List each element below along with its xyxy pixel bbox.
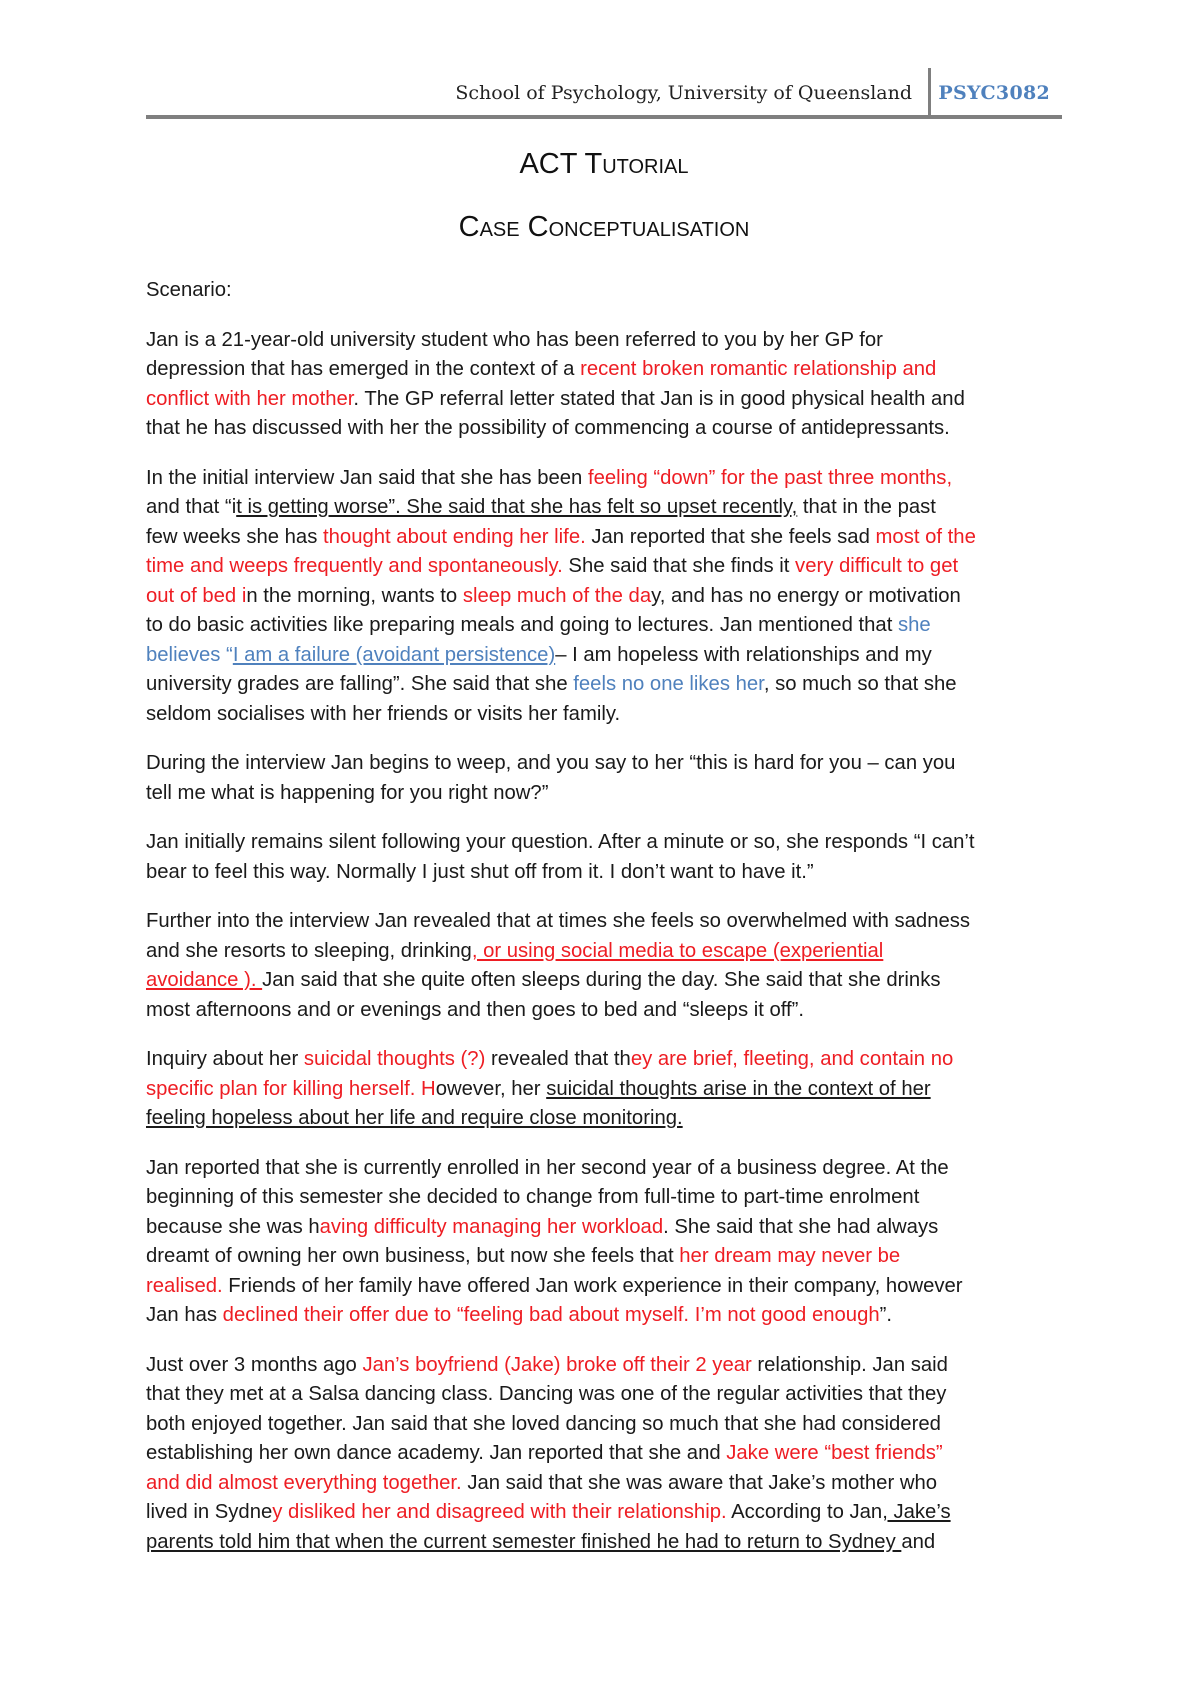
paragraph: [146, 1154, 1066, 1331]
text-run: that he has discussed with her the possibility of commencing a course of antidepressants.: [146, 417, 950, 439]
text-run: seldom socialises with her friends or visits her family.: [146, 702, 621, 725]
text-run: that they met at a Salsa dancing class. Dancing was one of the regular activities that they: [146, 1383, 947, 1405]
text-run: thought about ending her life.: [323, 525, 586, 548]
text-run: Further into the interview Jan revealed that at times she feels so overwhelmed with sadness: [146, 910, 971, 932]
text-run: beginning of this semester she decided to change from full-time to part-time enrolment: [146, 1186, 920, 1208]
text-run: realised.: [146, 1274, 223, 1297]
text-run: specific plan for killing herself. H: [146, 1077, 436, 1100]
text-run: . The GP referral letter stated that Jan is in good physical health and: [353, 387, 965, 410]
text-run: university grades are falling”. She said that she: [146, 673, 574, 695]
document-subtitle: Case Conceptualisation: [458, 211, 750, 243]
text-run: both enjoyed together. Jan said that she loved dancing so much that she had considered: [146, 1412, 941, 1435]
text-run: , so much so that she: [763, 673, 957, 695]
text-run: dreamt of owning her own business, but now she feels that: [146, 1245, 680, 1267]
text-run: ey are brief, fleeting, and contain no: [630, 1048, 954, 1070]
paragraph: [146, 464, 1066, 730]
paragraph: [146, 276, 1066, 306]
text-run: she: [897, 614, 931, 636]
text-run: Jan said that she quite often sleeps during the day. She said that she drinks: [262, 969, 941, 991]
text-run: She said that she finds it: [562, 555, 796, 577]
text-run: Jan’s boyfriend (Jake) broke off their 2 year: [362, 1353, 752, 1376]
text-run: owever, her: [435, 1077, 547, 1100]
text-run: Inquiry about her: [146, 1048, 304, 1070]
text-run: and that “i: [146, 496, 237, 518]
text-run: and did almost everything together.: [146, 1471, 462, 1494]
text-run: Jan has: [146, 1304, 223, 1326]
text-run: Jake were “best friends”: [726, 1442, 943, 1464]
text-run: that in the past: [797, 496, 936, 518]
text-run: recent broken romantic relationship and: [580, 358, 937, 380]
course-code: PSYC3082: [938, 82, 1050, 104]
text-run: t is getting worse”. She said that she has felt so upset recently,: [236, 496, 798, 518]
text-run: tell me what is happening for you right now?”: [146, 781, 549, 804]
text-run: feels no one likes her: [573, 673, 764, 695]
text-run: Jan reported that she is currently enrolled in her second year of a business degree. At the: [146, 1156, 949, 1179]
text-run: establishing her own dance academy. Jan reported that she and: [146, 1442, 727, 1464]
text-run: most afternoons and or evenings and then goes to bed and “sleeps it off”.: [146, 998, 805, 1021]
text-run: Jan is a 21-year-old university student who has been referred to you by her GP for: [146, 328, 883, 351]
text-run: and: [901, 1530, 936, 1553]
text-run: suicidal thoughts arise in the context of her: [546, 1077, 931, 1100]
text-run: , or using social media to escape (experiential: [471, 939, 884, 962]
text-run: feeling hopeless about her life and require close monitoring.: [146, 1107, 683, 1129]
paragraph: [146, 1351, 1066, 1558]
text-run: aving difficulty managing her workload: [319, 1215, 664, 1238]
text-run: and she resorts to sleeping, drinking: [146, 939, 472, 962]
text-run: , Jake’s: [882, 1501, 951, 1523]
text-run: bear to feel this way. Normally I just shut off from it. I don’t want to have it.”: [146, 860, 814, 883]
text-run: I am a failure (avoidant persistence): [232, 643, 556, 666]
text-run: very difficult to get: [795, 555, 959, 577]
text-run: Jan said that she was aware that Jake’s mother who: [461, 1471, 938, 1494]
text-run: conflict with her mother: [146, 387, 354, 410]
text-run: declined their offer due to “feeling bad about myself. I’m not good enough: [222, 1304, 880, 1326]
document-title: ACT Tutorial: [519, 148, 689, 180]
paragraph: [146, 907, 1066, 1025]
text-run: Jan reported that she feels sad: [585, 525, 876, 548]
text-run: In the initial interview Jan said that she has been: [146, 466, 588, 489]
text-run: parents told him that when the current semester finished he had to return to Sydney: [146, 1530, 902, 1553]
text-run: relationship. Jan said: [751, 1353, 948, 1376]
text-run: . She said that she had always: [663, 1215, 939, 1238]
paragraph: [146, 828, 1066, 887]
text-run: – I am hopeless with relationships and my: [555, 643, 932, 666]
text-run: ”.: [879, 1304, 893, 1326]
text-run: Jan initially remains silent following your question. After a minute or so, she responds “I can’t: [146, 831, 975, 853]
document-body: [146, 276, 1066, 1577]
paragraph: [146, 749, 1066, 808]
text-run: Friends of her family have offered Jan work experience in their company, however: [222, 1274, 963, 1297]
text-run: depression that has emerged in the context of a: [146, 358, 581, 380]
text-run: n the morning, wants to: [246, 584, 463, 607]
text-run: most of the: [875, 525, 976, 548]
text-run: because she was h: [146, 1215, 320, 1238]
text-run: Scenario:: [146, 279, 232, 301]
text-run: lived in Sydne: [146, 1501, 273, 1523]
text-run: y, and has no energy or motivation: [651, 584, 961, 607]
text-run: According to Jan: [726, 1501, 883, 1523]
header-rule: [146, 115, 1062, 119]
text-run: to do basic activities like preparing meals and going to lectures. Jan mentioned that: [146, 614, 898, 636]
text-run: believes “: [146, 643, 233, 666]
text-run: time and weeps frequently and spontaneously.: [146, 555, 563, 577]
paragraph: [146, 1045, 1066, 1134]
text-run: avoidance ).: [146, 969, 263, 991]
text-run: feeling “down” for the past three months,: [587, 466, 953, 489]
text-run: out of bed i: [146, 584, 247, 607]
text-run: revealed that th: [485, 1048, 631, 1070]
header-divider: [928, 68, 931, 116]
paragraph: [146, 326, 1066, 444]
school-name: School of Psychology, University of Queensland: [455, 82, 912, 104]
text-run: suicidal thoughts (?): [303, 1048, 486, 1070]
text-run: y disliked her and disagreed with their relationship.: [272, 1501, 727, 1523]
text-run: sleep much of the da: [462, 584, 652, 607]
text-run: Just over 3 months ago: [146, 1353, 363, 1376]
page-header: [146, 68, 1062, 120]
text-run: her dream may never be: [679, 1245, 901, 1267]
text-run: few weeks she has: [146, 525, 323, 548]
text-run: During the interview Jan begins to weep, and you say to her “this is hard for you – can you: [146, 752, 956, 774]
